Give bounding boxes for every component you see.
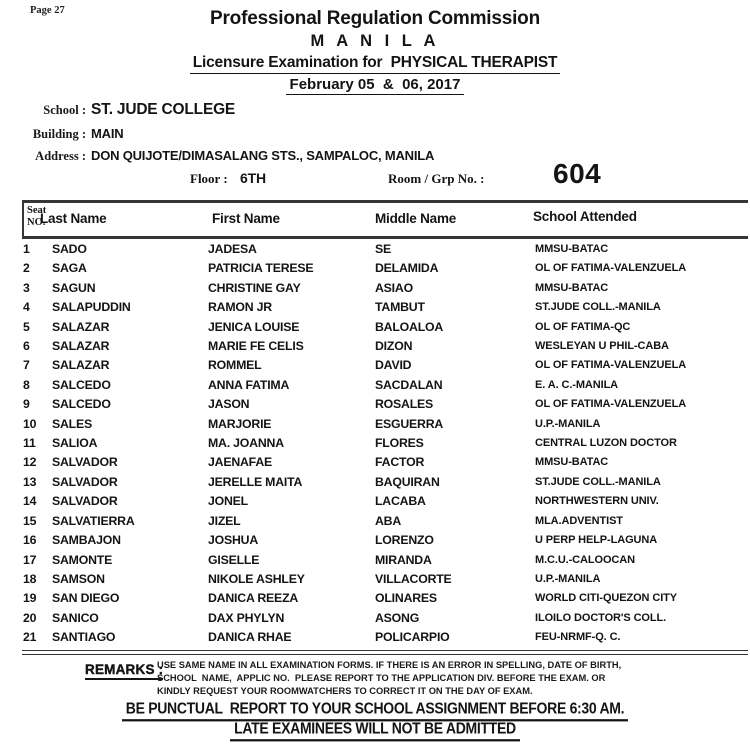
seat-number-cell: 16 [23, 533, 37, 548]
last-name-cell: SALAPUDDIN [52, 300, 131, 315]
table-row [22, 512, 750, 531]
middle-name-header: Middle Name [375, 211, 457, 226]
table-row [22, 259, 750, 278]
exam-date: February 05 & 06, 2017 [286, 76, 465, 95]
table-row [22, 356, 750, 375]
school-attended-cell: OL OF FATIMA-VALENZUELA [535, 359, 687, 372]
table-row [22, 589, 750, 608]
last-name-cell: SALAZAR [52, 319, 110, 334]
school-attended-cell: M.C.U.-CALOOCAN [535, 553, 635, 566]
first-name-header: First Name [212, 211, 280, 226]
middle-name-cell: DIZON [375, 339, 413, 354]
first-name-cell: MARIE FE CELIS [208, 339, 304, 354]
remarks-line-2: SCHOOL NAME, APPLIC NO. PLEASE REPORT TO THE APPLICATION DIV. BEFORE THE EXAM. OR [157, 672, 606, 683]
school-attended-cell: ST.JUDE COLL.-MANILA [535, 301, 661, 314]
seat-number-cell: 18 [23, 571, 37, 586]
remarks-line-1: USE SAME NAME IN ALL EXAMINATION FORMS. IF THERE IS AN ERROR IN SPELLING, DATE OF BIRTH, [157, 660, 622, 670]
last-name-cell: SALAZAR [52, 358, 110, 373]
school-label: School : [43, 103, 86, 117]
school-attended-cell: WORLD CITI-QUEZON CITY [535, 592, 678, 605]
punctual-notice-row [0, 699, 750, 719]
last-name-cell: SANICO [52, 610, 99, 625]
middle-name-cell: DAVID [375, 358, 412, 373]
school-attended-cell: ST.JUDE COLL.-MANILA [535, 475, 661, 488]
school-attended-header: School Attended [533, 209, 637, 224]
first-name-cell: NIKOLE ASHLEY [208, 571, 305, 586]
address-label: Address : [35, 149, 86, 163]
school-attended-cell: OL OF FATIMA-VALENZUELA [535, 262, 687, 275]
seat-number-cell: 1 [23, 242, 30, 256]
school-attended-cell: FEU-NRMF-Q. C. [535, 631, 621, 644]
middle-name-cell: LORENZO [375, 533, 434, 548]
organization-title: Professional Regulation Commission [210, 8, 540, 29]
first-name-cell: MA. JOANNA [208, 436, 284, 451]
seat-number-cell: 11 [23, 436, 36, 451]
room-label: Room / Grp No. : [388, 171, 485, 186]
table-row [22, 318, 750, 337]
table-row [22, 376, 750, 395]
first-name-cell: DANICA REEZA [208, 591, 299, 606]
table-header-left-rule [22, 200, 24, 239]
first-name-cell: RAMON JR [208, 300, 272, 315]
table-row [22, 337, 750, 356]
first-name-cell: JIZEL [208, 513, 241, 528]
first-name-cell: CHRISTINE GAY [208, 280, 301, 295]
last-name-cell: SADO [52, 242, 87, 256]
school-attended-cell: WESLEYAN U PHIL-CABA [535, 340, 669, 353]
last-name-cell: SAMBAJON [52, 533, 121, 548]
middle-name-cell: DELAMIDA [375, 261, 439, 276]
seat-number-cell: 6 [23, 339, 30, 354]
floor-label: Floor : [190, 171, 228, 186]
last-name-cell: SAMSON [52, 571, 105, 586]
table-row [22, 298, 750, 317]
seat-number-cell: 19 [23, 591, 37, 606]
seat-number-cell: 8 [23, 377, 30, 392]
middle-name-cell: TAMBUT [375, 300, 425, 315]
city-title: M A N I L A [310, 32, 440, 50]
seat-number-cell: 13 [23, 474, 37, 489]
middle-name-cell: ABA [375, 513, 402, 528]
first-name-cell: PATRICIA TERESE [208, 261, 314, 276]
first-name-cell: MARJORIE [208, 416, 272, 431]
seat-number-cell: 5 [23, 319, 30, 334]
seat-number-cell: 7 [23, 358, 30, 373]
table-row [22, 531, 750, 550]
middle-name-cell: VILLACORTE [375, 571, 452, 586]
building-value: MAIN [91, 126, 124, 141]
first-name-cell: JENICA LOUISE [208, 319, 300, 334]
late-notice: LATE EXAMINEES WILL NOT BE ADMITTED [230, 719, 520, 741]
address-value: DON QUIJOTE/DIMASALANG STS., SAMPALOC, MANILA [91, 148, 435, 163]
school-attended-cell: MMSU-BATAC [535, 281, 609, 294]
middle-name-cell: ROSALES [375, 397, 434, 412]
last-name-cell: SALIOA [52, 436, 98, 451]
school-attended-cell: OL OF FATIMA-VALENZUELA [535, 398, 687, 411]
school-attended-cell: U.P.-MANILA [535, 572, 601, 585]
middle-name-cell: BAQUIRAN [375, 474, 440, 489]
building-label: Building : [32, 127, 86, 141]
first-name-cell: JAENAFAE [208, 455, 272, 470]
first-name-cell: JADESA [208, 242, 257, 256]
school-attended-cell: E. A. C.-MANILA [535, 378, 619, 391]
middle-name-cell: ASIAO [375, 280, 413, 295]
school-attended-cell: OL OF FATIMA-QC [535, 320, 631, 333]
document-header [0, 8, 750, 95]
last-name-cell: SALVADOR [52, 455, 118, 470]
last-name-cell: SALCEDO [52, 377, 111, 392]
seat-number-cell: 15 [23, 513, 37, 528]
examinee-table-body [22, 240, 750, 648]
middle-name-cell: FACTOR [375, 455, 425, 470]
remarks-line-3: KINDLY REQUEST YOUR ROOMWATCHERS TO CORRECT IT ON THE DAY OF EXAM. [157, 685, 533, 696]
table-row [22, 551, 750, 570]
table-header-bottom-rule [22, 236, 748, 239]
last-name-cell: SALAZAR [52, 339, 110, 354]
first-name-cell: DANICA RHAE [208, 630, 292, 645]
last-name-cell: SAGUN [52, 280, 96, 295]
seat-number-cell: 17 [23, 552, 37, 567]
first-name-cell: ANNA FATIMA [208, 377, 290, 392]
table-top-rule [22, 200, 748, 203]
table-row [22, 609, 750, 628]
seat-number-cell: 4 [23, 300, 30, 315]
last-name-cell: SALCEDO [52, 397, 111, 412]
first-name-cell: ROMMEL [208, 358, 262, 373]
table-row [22, 240, 750, 259]
first-name-cell: JOSHUA [208, 533, 259, 548]
seat-number-cell: 10 [23, 416, 37, 431]
last-name-cell: SALES [52, 416, 92, 431]
seat-number-cell: 3 [23, 280, 30, 295]
first-name-cell: JERELLE MAITA [208, 474, 303, 489]
middle-name-cell: LACABA [375, 494, 426, 509]
table-row [22, 395, 750, 414]
middle-name-cell: BALOALOA [375, 319, 444, 334]
middle-name-cell: MIRANDA [375, 552, 432, 567]
table-row [22, 492, 750, 511]
seat-header-line2: NO. [27, 217, 46, 228]
page-number: Page 27 [30, 5, 65, 16]
table-row [22, 434, 750, 453]
middle-name-cell: FLORES [375, 436, 424, 451]
remarks-label: REMARKS : [85, 662, 163, 680]
seat-number-cell: 21 [23, 630, 37, 645]
seat-number-cell: 20 [23, 610, 37, 625]
school-attended-cell: CENTRAL LUZON DOCTOR [535, 437, 677, 450]
school-attended-cell: MLA.ADVENTIST [535, 514, 623, 527]
last-name-cell: SAGA [52, 261, 87, 276]
school-value: ST. JUDE COLLEGE [91, 101, 236, 118]
table-row [22, 570, 750, 589]
table-row [22, 628, 750, 647]
floor-value: 6TH [240, 170, 266, 186]
late-notice-row [0, 719, 750, 739]
seat-number-cell: 12 [23, 455, 37, 470]
room-number: 604 [553, 158, 602, 189]
last-name-cell: SAMONTE [52, 552, 113, 567]
seat-number-cell: 14 [23, 494, 37, 509]
seat-number-cell: 2 [23, 261, 30, 276]
table-row [22, 415, 750, 434]
remarks-text [157, 659, 621, 697]
table-row [22, 453, 750, 472]
first-name-cell: GISELLE [208, 552, 260, 567]
first-name-cell: JASON [208, 397, 250, 412]
last-name-header: Last Name [40, 211, 107, 226]
first-name-cell: JONEL [208, 494, 248, 509]
middle-name-cell: ASONG [375, 610, 420, 625]
school-attended-cell: MMSU-BATAC [535, 456, 609, 469]
last-name-cell: SAN DIEGO [52, 591, 120, 606]
middle-name-cell: SE [375, 242, 392, 256]
school-attended-cell: U PERP HELP-LAGUNA [535, 534, 658, 547]
middle-name-cell: SACDALAN [375, 377, 443, 392]
seat-header-line1: Seat [27, 205, 47, 216]
last-name-cell: SALVADOR [52, 494, 118, 509]
first-name-cell: DAX PHYLYN [208, 610, 285, 625]
table-row [22, 279, 750, 298]
school-attended-cell: NORTHWESTERN UNIV. [535, 495, 659, 508]
school-attended-cell: U.P.-MANILA [535, 417, 601, 430]
middle-name-cell: ESGUERRA [375, 416, 444, 431]
exam-title: Licensure Examination for PHYSICAL THERAPIST [190, 54, 561, 74]
seat-number-cell: 9 [23, 397, 30, 412]
last-name-cell: SALVATIERRA [52, 513, 135, 528]
last-name-cell: SANTIAGO [52, 630, 116, 645]
table-bottom-double-rule [22, 650, 748, 655]
punctual-notice: BE PUNCTUAL REPORT TO YOUR SCHOOL ASSIGNMENT BEFORE 6:30 AM. [122, 699, 628, 721]
last-name-cell: SALVADOR [52, 474, 118, 489]
school-attended-cell: ILOILO DOCTOR'S COLL. [535, 611, 667, 624]
table-row [22, 473, 750, 492]
middle-name-cell: OLINARES [375, 591, 437, 606]
middle-name-cell: POLICARPIO [375, 630, 450, 645]
school-attended-cell: MMSU-BATAC [535, 243, 609, 255]
